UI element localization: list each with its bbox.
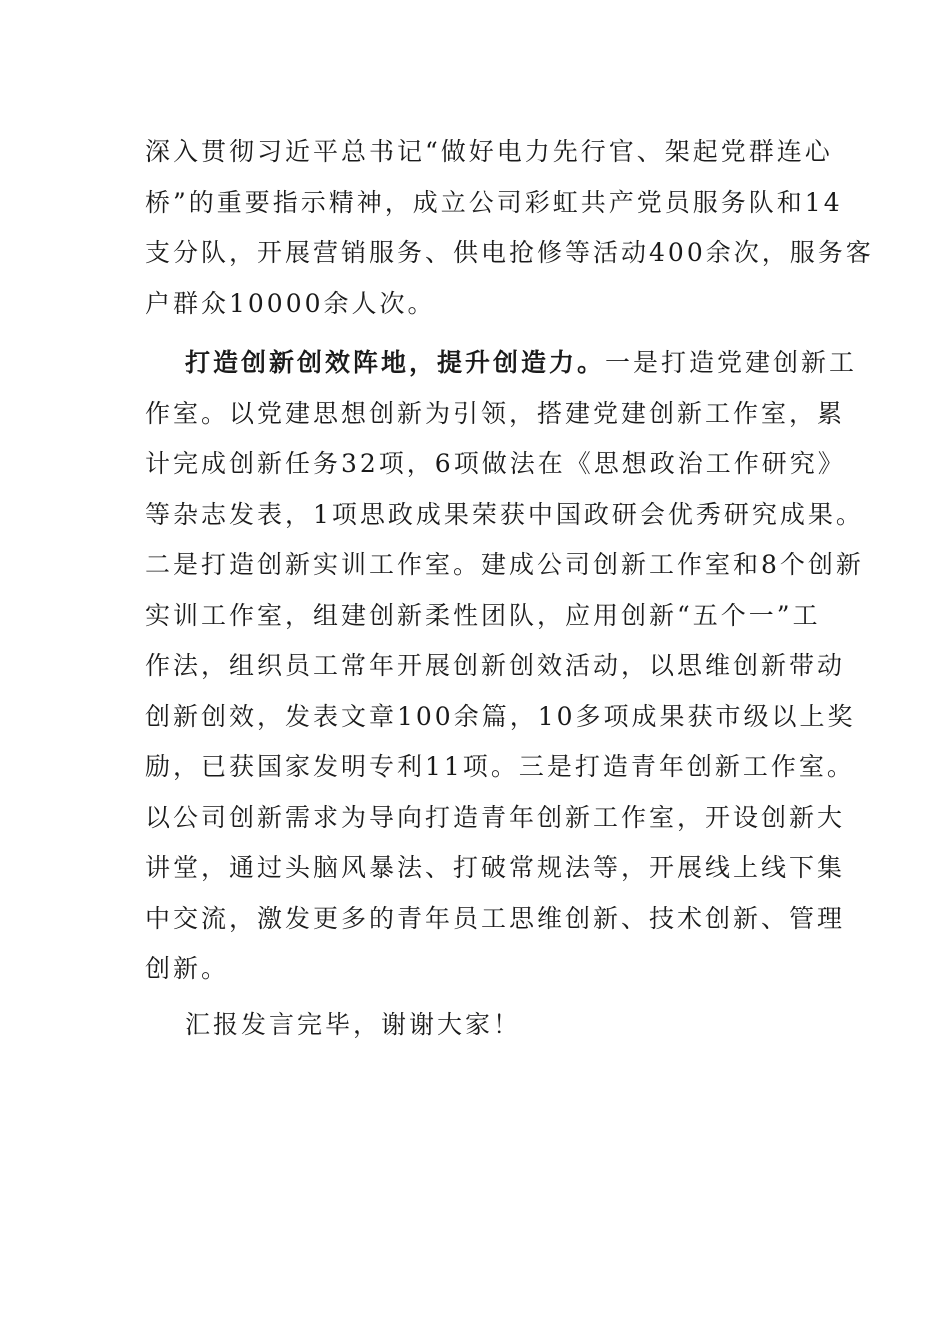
text-line: 创新。 [145,954,230,983]
text-line: 作室。以党建思想创新为引领，搭建党建创新工作室，累 [145,398,846,428]
text-line: 讲堂，通过头脑风暴法、打破常规法等，开展线上线下集 [145,853,846,882]
paragraph-party-service [145,127,874,329]
text-line: 以公司创新需求为导向打造青年创新工作室，开设创新大 [145,802,846,832]
paragraph-closing [145,1000,805,1051]
text-line: 中交流，激发更多的青年员工思维创新、技术创新、管理 [145,903,846,933]
paragraph-innovation [145,338,864,995]
text-line [145,338,858,389]
text-fragment: 一是打造党建创新工 [605,348,858,377]
text-line: 桥”的重要指示精神，成立公司彩虹共产党员服务队和14 [145,187,843,217]
text-line: 励，已获国家发明专利11项。三是打造青年创新工作室。 [145,752,855,781]
closing-remark: 汇报发言完毕，谢谢大家！ [185,1010,522,1039]
text-line: 实训工作室，组建创新柔性团队，应用创新“五个一”工 [145,600,821,630]
text-line: 支分队，开展营销服务、供电抢修等活动400余次，服务客 [145,238,874,267]
text-line: 计完成创新任务32项，6项做法在《思想政治工作研究》 [145,449,846,478]
text-line: 二是打造创新实训工作室。建成公司创新工作室和8个创新 [145,550,864,579]
section-heading: 打造创新创效阵地，提升创造力。 [185,348,606,377]
text-line: 等杂志发表，1项思政成果荣获中国政研会优秀研究成果。 [145,499,864,529]
text-line: 户群众10000余人次。 [145,288,436,318]
text-line: 深入贯彻习近平总书记“做好电力先行官、架起党群连心 [145,137,833,166]
text-line: 作法，组织员工常年开展创新创效活动，以思维创新带动 [145,651,846,680]
text-line: 创新创效，发表文章100余篇，10多项成果获市级以上奖 [145,701,856,731]
